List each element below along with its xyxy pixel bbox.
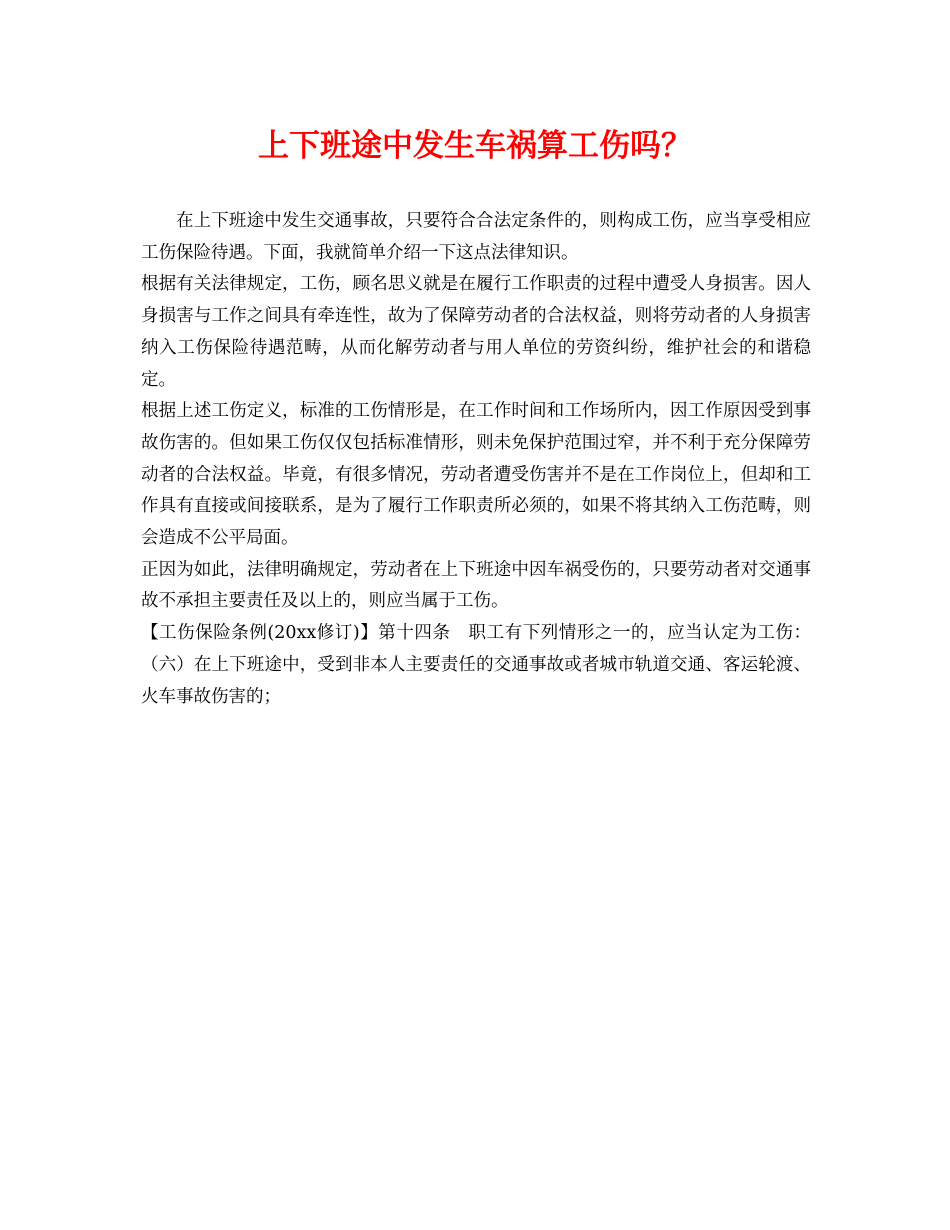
document-title: 上下班途中发生车祸算工伤吗？ xyxy=(258,128,692,164)
paragraph-standard-cases: 根据上述工伤定义，标准的工伤情形是，在工作时间和工作场所内，因工作原因受到事故伤害的。但如果工伤仅仅包括标准情形，则未免保护范围过窄，并不利于充分保障劳动者的合法权益。毕竟，有很多情况，劳动者遭受伤害并不是在工作岗位上，但却和工作具有直接或间接联系，是为了履行工作职责所必须的，如果不将其纳入工伤范畴，则会造成不公平局面。 xyxy=(141,401,811,549)
paragraph-commute-rule: 正因为如此，法律明确规定，劳动者在上下班途中因车祸受伤的，只要劳动者对交通事故不承担主要责任及以上的，则应当属于工伤。 xyxy=(141,559,811,612)
paragraph-regulation-citation: 【工伤保险条例(20xx修订)】第十四条 职工有下列情形之一的，应当认定为工伤：（六）在上下班途中，受到非本人主要责任的交通事故或者城市轨道交通、客运轮渡、火车事故伤害的； xyxy=(141,623,811,707)
paragraph-intro: 在上下班途中发生交通事故，只要符合合法定条件的，则构成工伤，应当享受相应工伤保险待遇。下面，我就简单介绍一下这点法律知识。 xyxy=(141,211,811,263)
paragraph-definition: 根据有关法律规定，工伤，顾名思义就是在履行工作职责的过程中遭受人身损害。因人身损害与工作之间具有牵连性，故为了保障劳动者的合法权益，则将劳动者的人身损害纳入工伤保险待遇范畴，从而化解劳动者与用人单位的劳资纠纷，维护社会的和谐稳定。 xyxy=(141,274,811,390)
document-body xyxy=(141,206,811,713)
